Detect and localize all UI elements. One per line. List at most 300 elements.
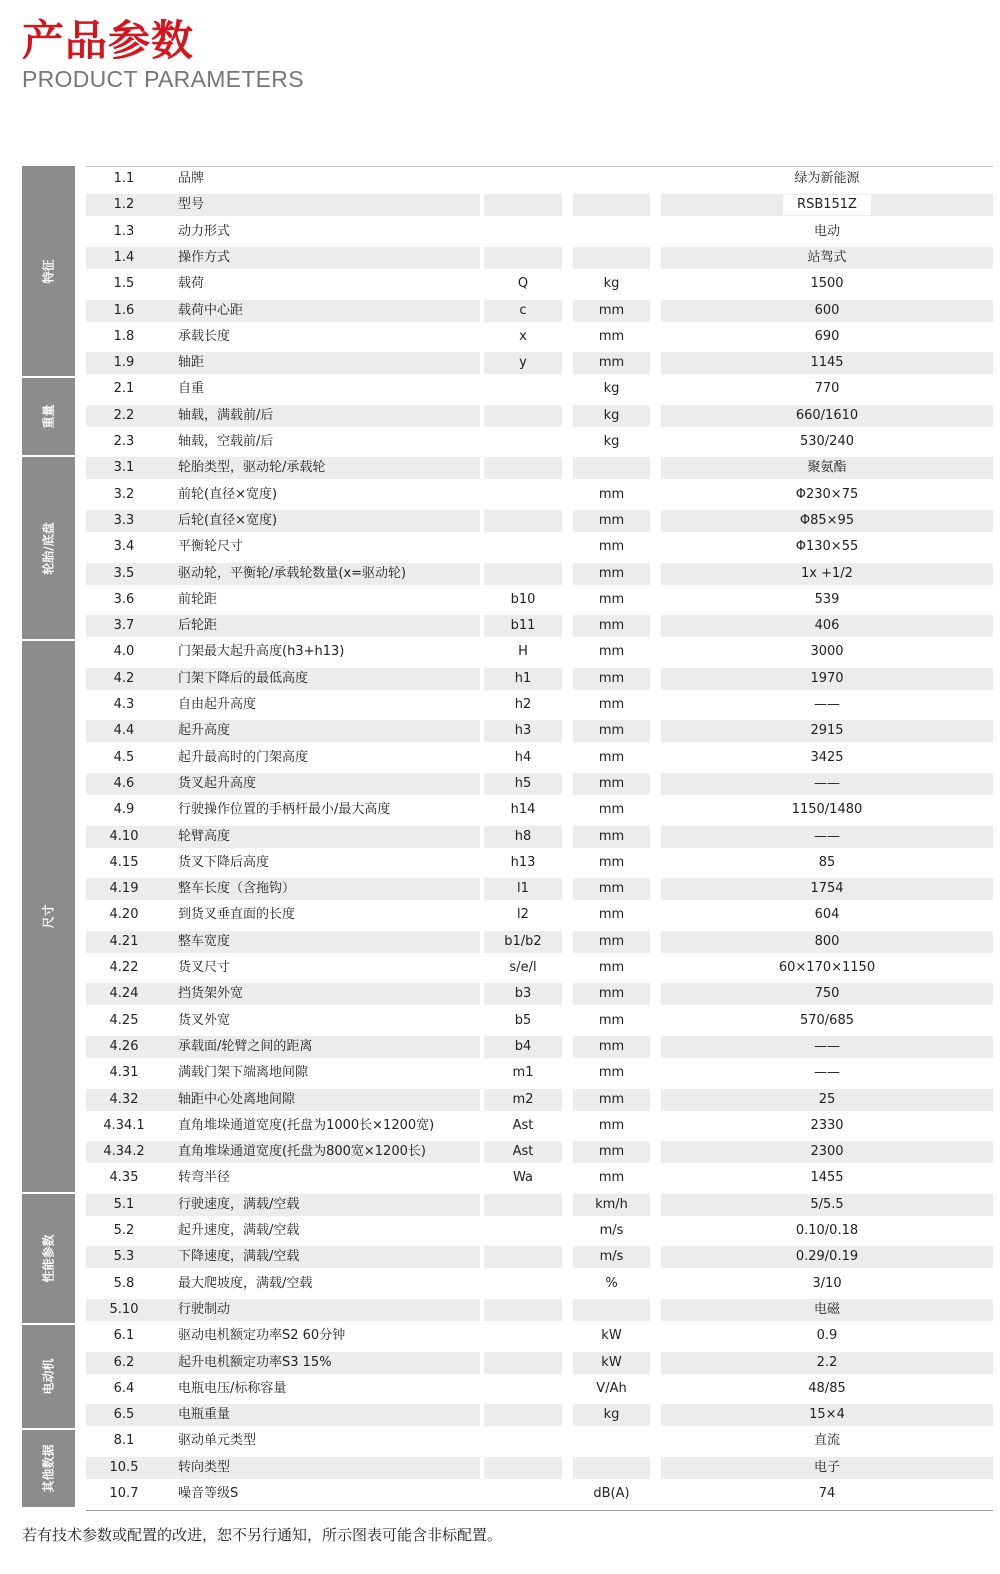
param-value: 690	[814, 328, 840, 344]
param-symbol: h1	[514, 670, 532, 686]
param-name: 噪音等级S	[178, 1486, 239, 1501]
param-symbol: Wa	[513, 1170, 533, 1186]
param-symbol: h4	[514, 749, 532, 765]
param-name: 后轮(直径×宽度)	[178, 512, 278, 528]
table-row	[86, 876, 993, 902]
param-unit	[573, 1297, 650, 1323]
param-symbol	[484, 166, 562, 192]
table-row	[86, 324, 993, 350]
param-value: 绿为新能源	[794, 171, 860, 186]
param-symbol	[484, 1455, 562, 1481]
param-name: 后轮距	[178, 618, 218, 634]
param-symbol	[484, 1244, 562, 1270]
param-value: 2.2	[816, 1354, 838, 1370]
param-symbol	[484, 192, 562, 218]
param-value: ——	[814, 775, 840, 791]
param-number: 2.1	[113, 381, 135, 397]
param-symbol: Ast	[512, 1117, 534, 1133]
param-number: 6.1	[113, 1328, 135, 1344]
param-symbol	[484, 455, 562, 481]
param-symbol: c	[519, 302, 527, 318]
table-row	[86, 271, 993, 297]
param-name: 货叉下降后高度	[178, 854, 270, 870]
param-name: 轴距中心处离地间隙	[178, 1091, 296, 1107]
param-symbol	[484, 1481, 562, 1507]
param-symbol	[484, 1428, 562, 1454]
param-name: 轮臂高度	[178, 828, 231, 844]
param-number: 4.34.1	[103, 1117, 145, 1133]
param-name: 行驶操作位置的手柄杆最小/最大高度	[178, 802, 391, 818]
param-symbol: b4	[514, 1038, 532, 1054]
param-unit: mm	[598, 1012, 625, 1028]
param-value: 1150/1480	[791, 802, 863, 818]
param-value: 406	[814, 618, 840, 634]
param-symbol: b1/b2	[504, 933, 542, 949]
param-number: 5.2	[113, 1223, 135, 1238]
param-unit: dB(A)	[593, 1486, 630, 1501]
category-label-text: 性能参数	[41, 1234, 56, 1283]
model-value: RSB151Z	[783, 195, 871, 215]
param-value: 570/685	[799, 1012, 854, 1028]
param-unit: km/h	[595, 1196, 628, 1212]
param-name: 转弯半径	[178, 1170, 231, 1186]
param-unit: mm	[598, 960, 625, 975]
param-number: 8.1	[113, 1433, 135, 1449]
param-value: 0.29/0.19	[795, 1249, 859, 1265]
table-row	[86, 1350, 993, 1376]
param-unit: mm	[598, 618, 625, 634]
param-number: 4.21	[109, 933, 139, 949]
param-number: 5.8	[113, 1275, 135, 1291]
param-name: 电瓶重量	[178, 1407, 231, 1423]
param-unit: mm	[598, 355, 625, 371]
param-name: 货叉尺寸	[178, 960, 231, 975]
param-symbol	[484, 1297, 562, 1323]
param-unit: kW	[601, 1328, 622, 1344]
param-number: 5.3	[113, 1249, 135, 1265]
table-row	[86, 192, 993, 218]
param-name: 转向类型	[178, 1459, 231, 1475]
param-unit: mm	[598, 802, 625, 818]
category-label	[22, 1192, 75, 1324]
table-row	[86, 429, 993, 455]
param-number: 4.25	[109, 1012, 139, 1028]
param-name: 起升速度，满载/空载	[178, 1223, 300, 1238]
param-value: 0.9	[816, 1328, 838, 1344]
param-value: 1500	[810, 276, 844, 292]
param-symbol	[484, 482, 562, 508]
param-unit: mm	[598, 486, 625, 502]
param-symbol	[484, 219, 562, 245]
param-value: 1145	[810, 355, 844, 371]
table-row	[86, 1297, 993, 1323]
param-number: 6.2	[113, 1354, 135, 1370]
param-name: 货叉外宽	[178, 1012, 231, 1028]
param-value: 0.10/0.18	[795, 1223, 859, 1238]
table-row	[86, 1087, 993, 1113]
table-row	[86, 718, 993, 744]
param-name: 行驶制动	[178, 1301, 231, 1317]
param-symbol	[484, 1376, 562, 1402]
param-symbol: m2	[512, 1091, 534, 1107]
param-number: 4.2	[113, 670, 135, 686]
param-number: 2.3	[113, 434, 135, 449]
param-name: 起升高度	[178, 723, 231, 739]
param-number: 4.6	[113, 775, 135, 791]
table-row	[86, 1428, 993, 1454]
table-row	[86, 1060, 993, 1086]
param-name: 门架最大起升高度(h3+h13)	[178, 644, 345, 660]
param-unit: mm	[598, 539, 625, 555]
param-name: 最大爬坡度，满载/空载	[178, 1275, 313, 1291]
table-row	[86, 455, 993, 481]
table-row	[86, 1113, 993, 1139]
table-row	[86, 692, 993, 718]
table-row	[86, 902, 993, 928]
param-number: 1.6	[113, 302, 135, 318]
param-symbol: h14	[510, 802, 536, 818]
param-unit: mm	[598, 512, 625, 528]
param-symbol: b10	[510, 591, 536, 607]
param-name: 起升电机额定功率S3 15%	[178, 1354, 332, 1370]
param-value: 1455	[810, 1170, 844, 1186]
param-value: 电磁	[813, 1301, 840, 1317]
param-symbol: y	[519, 355, 527, 371]
param-unit: %	[605, 1275, 618, 1291]
param-unit: kg	[603, 1407, 620, 1423]
param-value: 1x +1/2	[801, 565, 853, 581]
table-row	[86, 1376, 993, 1402]
param-name: 载荷	[178, 276, 205, 292]
table-row	[86, 955, 993, 981]
param-symbol	[484, 561, 562, 587]
table-row	[86, 613, 993, 639]
page-title: 产品参数	[22, 16, 195, 65]
param-symbol: h2	[514, 697, 532, 712]
param-value: 电动	[813, 223, 840, 239]
table-row	[86, 482, 993, 508]
param-unit: mm	[598, 933, 625, 949]
param-value: 3000	[810, 644, 844, 660]
param-symbol	[484, 403, 562, 429]
table-row	[86, 824, 993, 850]
table-row	[86, 245, 993, 271]
param-number: 3.2	[113, 486, 135, 502]
param-value: 站驾式	[807, 249, 847, 265]
param-value: 74	[818, 1486, 836, 1501]
param-number: 1.2	[113, 197, 135, 213]
param-unit: mm	[598, 1065, 625, 1081]
param-unit: mm	[598, 1091, 625, 1107]
param-unit	[573, 219, 650, 245]
category-label	[22, 455, 75, 639]
param-name: 货叉起升高度	[178, 775, 257, 791]
param-symbol: h3	[514, 723, 532, 739]
param-symbol	[484, 508, 562, 534]
param-name: 直角堆垛通道宽度(托盘为1000长×1200宽)	[178, 1117, 435, 1133]
param-symbol	[484, 429, 562, 455]
param-number: 3.7	[113, 618, 135, 634]
param-value: 530/240	[799, 434, 854, 449]
param-name: 品牌	[178, 171, 205, 186]
param-number: 1.4	[113, 249, 135, 265]
param-symbol	[484, 1402, 562, 1428]
category-label	[22, 639, 75, 1191]
param-symbol: b11	[510, 618, 536, 634]
param-symbol	[484, 1192, 562, 1218]
param-name: 自由起升高度	[178, 697, 257, 712]
param-value: 电子	[813, 1459, 840, 1475]
table-row	[86, 639, 993, 665]
param-name: 门架下降后的最低高度	[178, 670, 309, 686]
param-name: 起升最高时的门架高度	[178, 749, 309, 765]
param-symbol	[484, 1350, 562, 1376]
param-number: 6.5	[113, 1407, 135, 1423]
param-value: 15×4	[809, 1407, 845, 1423]
param-name: 电瓶电压/标称容量	[178, 1380, 287, 1396]
table-row	[86, 1455, 993, 1481]
table-bottom-rule	[86, 1510, 993, 1511]
table-row	[86, 534, 993, 560]
param-unit: mm	[598, 697, 625, 712]
category-label-text: 轮胎/底盘	[41, 522, 56, 575]
param-symbol: m1	[512, 1065, 534, 1081]
param-number: 4.35	[109, 1170, 139, 1186]
param-number: 3.3	[113, 512, 135, 528]
category-label-text: 其他数据	[41, 1444, 56, 1493]
param-symbol	[484, 1218, 562, 1244]
param-name: 承载长度	[178, 328, 231, 344]
table-row	[86, 1481, 993, 1507]
param-value: 770	[814, 381, 840, 397]
table-row	[86, 981, 993, 1007]
param-unit: mm	[598, 1117, 625, 1133]
param-number: 4.32	[109, 1091, 139, 1107]
param-name: 驱动电机额定功率S2 60分钟	[178, 1328, 346, 1344]
param-symbol: b5	[514, 1012, 532, 1028]
param-number: 3.5	[113, 565, 135, 581]
param-number: 10.7	[109, 1486, 139, 1501]
param-number: 4.9	[113, 802, 135, 818]
param-symbol: Q	[517, 276, 529, 292]
param-name: 轴载，空载前/后	[178, 434, 274, 449]
param-number: 4.0	[113, 644, 135, 660]
param-value: 1970	[810, 670, 844, 686]
param-value: 600	[814, 302, 840, 318]
table-row	[86, 350, 993, 376]
param-number: 4.3	[113, 697, 135, 712]
param-symbol: s/e/l	[509, 960, 537, 975]
param-name: 驱动单元类型	[178, 1433, 257, 1449]
table-row	[86, 1323, 993, 1349]
table-row	[86, 561, 993, 587]
param-value: 750	[814, 986, 840, 1002]
param-value: 3425	[810, 749, 844, 765]
param-number: 3.6	[113, 591, 135, 607]
param-unit	[573, 1455, 650, 1481]
param-value: 1754	[810, 881, 844, 897]
param-unit: mm	[598, 1038, 625, 1054]
param-name: 满载门架下端离地间隙	[178, 1065, 309, 1081]
param-number: 4.4	[113, 723, 135, 739]
param-value: 604	[814, 907, 840, 923]
param-value: 539	[814, 591, 840, 607]
table-row	[86, 1139, 993, 1165]
param-value: ——	[814, 1038, 840, 1054]
param-symbol: Ast	[512, 1144, 534, 1160]
param-name: 轴载，满载前/后	[178, 407, 274, 423]
param-value: 5/5.5	[810, 1196, 844, 1212]
param-unit: mm	[598, 644, 625, 660]
param-value: 660/1610	[795, 407, 859, 423]
param-unit: mm	[598, 302, 625, 318]
param-value: 直流	[813, 1433, 840, 1449]
param-unit: kg	[603, 434, 620, 449]
param-unit	[573, 245, 650, 271]
param-unit	[573, 455, 650, 481]
table-row	[86, 166, 993, 192]
param-unit: mm	[598, 986, 625, 1002]
table-row	[86, 376, 993, 402]
param-symbol: b3	[514, 986, 532, 1002]
param-unit: mm	[598, 328, 625, 344]
param-value: 85	[818, 854, 836, 870]
footer-note: 若有技术参数或配置的改进，恕不另行通知，所示图表可能含非标配置。	[22, 1526, 503, 1544]
param-symbol	[484, 1271, 562, 1297]
param-value: Φ230×75	[795, 486, 859, 502]
param-number: 1.3	[113, 223, 135, 239]
param-symbol	[484, 245, 562, 271]
table-row	[86, 850, 993, 876]
category-label-text: 特征	[41, 259, 56, 284]
param-unit	[573, 192, 650, 218]
param-unit: mm	[598, 775, 625, 791]
param-value: 48/85	[808, 1380, 846, 1396]
table-row	[86, 587, 993, 613]
param-unit: kg	[603, 381, 620, 397]
param-name: 轮胎类型，驱动轮/承载轮	[178, 460, 326, 476]
param-number: 5.1	[113, 1196, 135, 1212]
param-value	[661, 192, 993, 218]
param-symbol: l2	[517, 907, 529, 923]
param-value: Φ130×55	[795, 539, 859, 555]
param-symbol: h5	[514, 775, 532, 791]
param-symbol: H	[518, 644, 528, 660]
param-symbol: h13	[510, 854, 536, 870]
table-row	[86, 1034, 993, 1060]
table-row	[86, 298, 993, 324]
table-row	[86, 1244, 993, 1270]
table-row	[86, 1192, 993, 1218]
param-number: 4.34.2	[103, 1144, 145, 1160]
param-name: 驱动轮，平衡轮/承载轮数量(x=驱动轮)	[178, 565, 407, 581]
param-unit: mm	[598, 723, 625, 739]
table-row	[86, 1165, 993, 1191]
table-row	[86, 929, 993, 955]
table-row	[86, 771, 993, 797]
param-name: 载荷中心距	[178, 302, 244, 318]
param-name: 下降速度，满载/空载	[178, 1249, 300, 1265]
param-unit: mm	[598, 828, 625, 844]
param-unit: mm	[598, 907, 625, 923]
category-label	[22, 1428, 75, 1507]
param-name: 型号	[178, 197, 205, 213]
param-value: 3/10	[812, 1275, 842, 1291]
category-label	[22, 166, 75, 376]
param-number: 6.4	[113, 1380, 135, 1396]
category-label	[22, 376, 75, 455]
table-row	[86, 1008, 993, 1034]
table-row	[86, 219, 993, 245]
table-row	[86, 1218, 993, 1244]
param-number: 1.8	[113, 328, 135, 344]
param-value: 60×170×1150	[778, 960, 876, 975]
param-name: 直角堆垛通道宽度(托盘为800宽×1200长)	[178, 1144, 426, 1160]
param-value: 聚氨酯	[807, 460, 847, 476]
param-symbol	[484, 1323, 562, 1349]
table-row	[86, 666, 993, 692]
param-unit: kg	[603, 407, 620, 423]
param-symbol: h8	[514, 828, 532, 844]
param-value: Φ85×95	[799, 512, 855, 528]
param-unit: kW	[601, 1354, 622, 1370]
param-name: 到货叉垂直面的长度	[178, 907, 296, 923]
param-unit: mm	[598, 854, 625, 870]
category-label-text: 电动机	[41, 1358, 56, 1395]
param-number: 4.15	[109, 854, 139, 870]
param-name: 承载面/轮臂之间的距离	[178, 1038, 313, 1054]
param-name: 行驶速度，满载/空载	[178, 1196, 300, 1212]
param-number: 4.10	[109, 828, 139, 844]
param-symbol: x	[519, 328, 527, 344]
param-number: 1.5	[113, 276, 135, 292]
param-name: 平衡轮尺寸	[178, 539, 244, 555]
category-label-text: 重量	[41, 404, 56, 429]
param-unit: mm	[598, 565, 625, 581]
param-number: 4.26	[109, 1038, 139, 1054]
param-number: 2.2	[113, 407, 135, 423]
param-name: 轴距	[178, 355, 205, 371]
param-unit: mm	[598, 670, 625, 686]
param-unit: mm	[598, 749, 625, 765]
param-name: 前轮距	[178, 591, 218, 607]
param-unit: mm	[598, 1144, 625, 1160]
spec-table	[22, 166, 993, 1512]
param-value: ——	[814, 828, 840, 844]
param-unit: m/s	[599, 1249, 624, 1265]
param-number: 4.5	[113, 749, 135, 765]
param-unit: V/Ah	[596, 1380, 627, 1396]
param-value: ——	[814, 1065, 840, 1081]
param-name: 整车宽度	[178, 933, 231, 949]
param-unit	[573, 1428, 650, 1454]
category-sidebar	[22, 166, 75, 1512]
param-number: 4.19	[109, 881, 139, 897]
param-value: 2300	[810, 1144, 844, 1160]
param-symbol	[484, 534, 562, 560]
param-unit: mm	[598, 591, 625, 607]
param-name: 前轮(直径×宽度)	[178, 486, 278, 502]
param-number: 1.9	[113, 355, 135, 371]
category-label-text: 尺寸	[41, 904, 56, 929]
param-number: 3.4	[113, 539, 135, 555]
table-row	[86, 1402, 993, 1428]
param-value: ——	[814, 697, 840, 712]
param-unit: m/s	[599, 1223, 624, 1238]
param-number: 10.5	[109, 1459, 139, 1475]
param-name: 动力形式	[178, 223, 231, 239]
param-symbol: l1	[517, 881, 529, 897]
